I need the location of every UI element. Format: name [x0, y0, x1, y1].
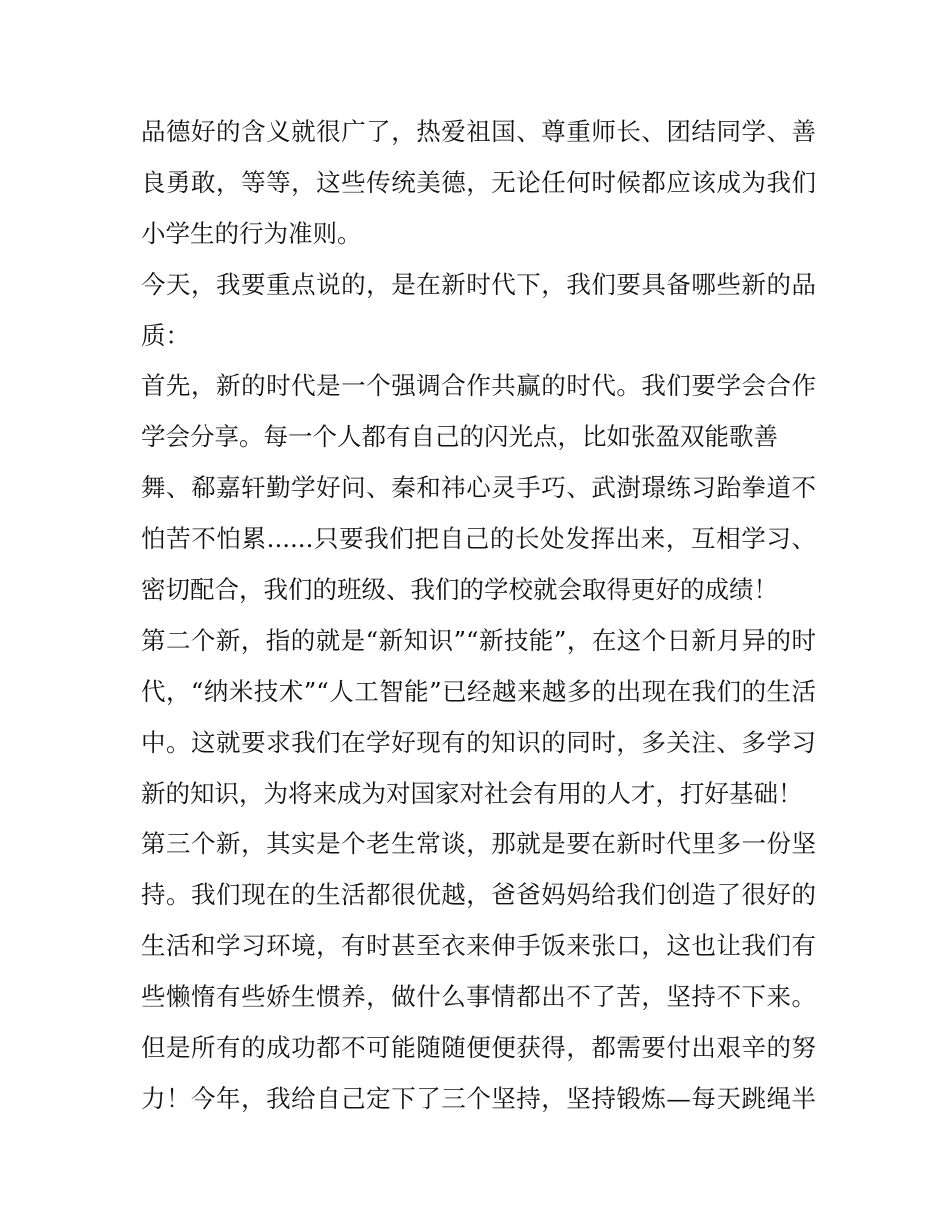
body-text — [141, 107, 816, 1125]
text-line: 今天，我要重点说的，是在新时代下，我们要具备哪些新的品 — [141, 269, 816, 299]
text-line: 新的知识，为将来成为对国家对社会有用的人才，打好基础！ — [141, 778, 803, 808]
text-line: 怕苦不怕累......只要我们把自己的长处发挥出来，互相学习、 — [141, 524, 816, 554]
text-line: 首先，新的时代是一个强调合作共赢的时代。我们要学会合作 — [141, 371, 816, 401]
text-line: 第二个新，指的就是“新知识”“新技能”，在这个日新月异的时 — [141, 625, 816, 655]
text-line: 良勇敢，等等，这些传统美德，无论任何时候都应该成为我们 — [141, 167, 816, 197]
text-line: 质： — [141, 320, 190, 350]
text-line: 但是所有的成功都不可能随随便便获得，都需要付出艰辛的努 — [141, 1033, 816, 1063]
text-line: 小学生的行为准则。 — [141, 218, 362, 248]
text-line: 些懒惰有些娇生惯养，做什么事情都出不了苦，坚持不下来。 — [141, 982, 816, 1012]
text-line: 生活和学习环境，有时甚至衣来伸手饭来张口，这也让我们有 — [141, 931, 816, 961]
text-line: 代，“纳米技术”“人工智能”已经越来越多的出现在我们的生活 — [141, 676, 816, 706]
text-line: 品德好的含义就很广了，热爱祖国、尊重师长、团结同学、善 — [141, 117, 816, 146]
text-line: 力！今年，我给自己定下了三个坚持，坚持锻炼—每天跳绳半 — [141, 1083, 816, 1113]
text-line: 密切配合，我们的班级、我们的学校就会取得更好的成绩！ — [141, 575, 778, 605]
text-line: 舞、郗嘉轩勤学好问、秦和祎心灵手巧、武澍璟练习跆拳道不 — [141, 473, 816, 503]
text-line: 第三个新，其实是个老生常谈，那就是要在新时代里多一份坚 — [141, 829, 816, 859]
text-line: 学会分享。每一个人都有自己的闪光点，比如张盈双能歌善 — [141, 422, 778, 452]
text-line: 持。我们现在的生活都很优越，爸爸妈妈给我们创造了很好的 — [141, 880, 816, 910]
text-line: 中。这就要求我们在学好现有的知识的同时，多关注、多学习 — [141, 727, 816, 757]
